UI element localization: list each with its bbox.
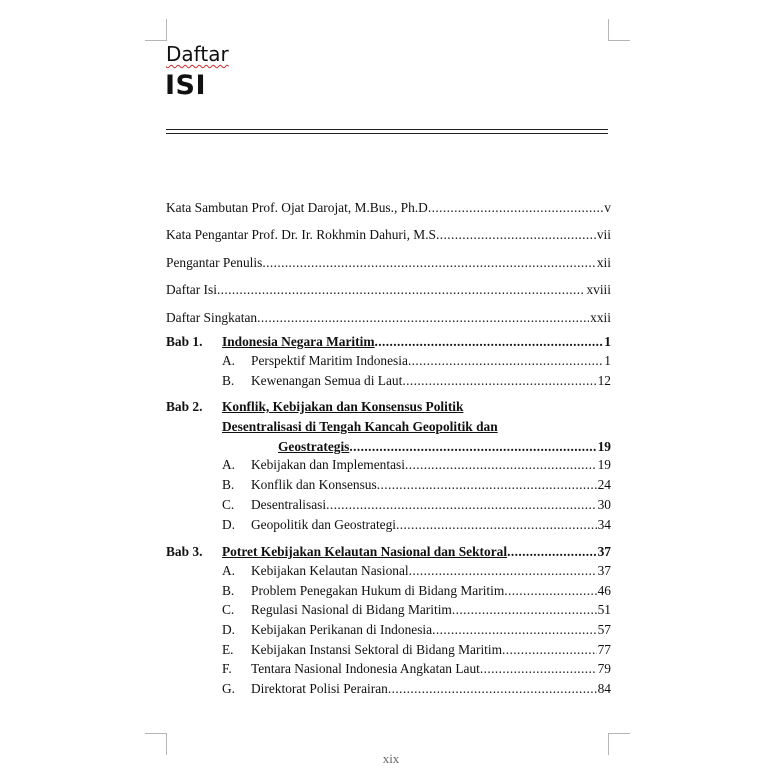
section-entry[interactable] <box>166 641 611 659</box>
crop-mark <box>145 733 167 734</box>
section-entry[interactable] <box>166 456 611 474</box>
chapter-page: 1 <box>604 334 611 349</box>
section-page: 24 <box>597 477 611 493</box>
section-page: 79 <box>597 661 611 677</box>
section-title: Geopolitik dan Geostrategi <box>251 516 397 532</box>
toc-entry-title: Daftar Isi <box>166 282 217 297</box>
chapter-label: Bab 3. <box>166 544 203 559</box>
dot-leader <box>257 309 589 327</box>
section-letter: C. <box>222 496 235 512</box>
chapter-label: Bab 1. <box>166 334 203 349</box>
section-title: Regulasi Nasional di Bidang Maritim <box>251 602 452 618</box>
toc-entry-title: Kata Pengantar Prof. Dr. Ir. Rokhmin Dahuri, M.S <box>166 227 437 242</box>
crop-mark <box>608 19 609 41</box>
section-entry[interactable] <box>166 476 611 494</box>
section-entry[interactable] <box>166 621 611 639</box>
chapter-title: Geostrategis <box>278 438 350 454</box>
section-letter: D. <box>222 516 236 532</box>
toc-entry-page: v <box>604 200 611 215</box>
dot-leader <box>405 456 597 474</box>
dot-leader <box>502 641 597 659</box>
chapter-page: 19 <box>597 438 611 454</box>
toc-entry-title: Daftar Singkatan <box>166 310 258 325</box>
section-entry[interactable] <box>166 562 611 580</box>
dot-leader <box>409 562 597 580</box>
chapter-page: 37 <box>597 544 611 559</box>
dot-leader <box>217 281 586 299</box>
section-entry[interactable] <box>166 601 611 619</box>
dot-leader <box>326 496 596 514</box>
chapter-entry[interactable] <box>166 333 611 351</box>
toc-entry[interactable] <box>166 254 611 272</box>
section-title: Kebijakan Perikanan di Indonesia <box>251 621 433 637</box>
section-title: Perspektif Maritim Indonesia <box>251 352 408 368</box>
section-letter: B. <box>222 372 235 388</box>
page-number: xix <box>382 751 400 766</box>
toc-entry-title: Pengantar Penulis <box>166 255 263 270</box>
section-title: Kebijakan Kelautan Nasional <box>251 562 409 578</box>
section-letter: B. <box>222 477 235 493</box>
section-letter: G. <box>222 681 236 696</box>
section-page: 34 <box>597 516 611 532</box>
section-page: 12 <box>597 372 611 388</box>
toc-entry-page: xxii <box>590 310 611 325</box>
dot-leader <box>436 226 596 244</box>
section-title: Konflik dan Konsensus <box>251 477 377 493</box>
dot-leader <box>375 333 604 351</box>
section-letter: B. <box>222 582 235 598</box>
toc-entry-page: xviii <box>586 282 611 297</box>
section-title: Kebijakan dan Implementasi <box>251 457 405 473</box>
section-title: Direktorat Polisi Perairan <box>251 681 388 696</box>
chapter-entry[interactable] <box>166 438 611 456</box>
section-letter: C. <box>222 602 235 618</box>
chapter-title: Potret Kebijakan Kelautan Nasional dan Sektoral <box>222 544 508 559</box>
section-entry[interactable] <box>166 372 611 390</box>
dot-leader <box>432 621 597 639</box>
section-page: 37 <box>597 562 611 578</box>
crop-mark <box>608 40 630 41</box>
double-rule-top <box>166 129 608 130</box>
toc-entry[interactable] <box>166 226 611 244</box>
toc-entry[interactable] <box>166 309 611 327</box>
chapter-title-line[interactable]: Konflik, Kebijakan dan Konsensus Politik <box>222 399 464 414</box>
section-entry[interactable] <box>166 516 611 534</box>
dot-leader <box>388 680 597 698</box>
section-page: 19 <box>597 457 611 473</box>
chapter-title: Indonesia Negara Maritim <box>222 334 375 349</box>
toc-entry-title: Kata Sambutan Prof. Ojat Darojat, M.Bus., Ph.D <box>166 200 428 215</box>
section-entry[interactable] <box>166 352 611 370</box>
dot-leader <box>262 254 596 272</box>
toc-entry[interactable] <box>166 281 611 299</box>
dot-leader <box>377 476 597 494</box>
toc-entry[interactable] <box>166 199 611 217</box>
chapter-title-line[interactable]: Desentralisasi di Tengah Kancah Geopolitik dan <box>222 418 498 434</box>
section-letter: A. <box>222 457 236 473</box>
dot-leader <box>408 352 603 370</box>
toc-entry-page: vii <box>596 227 611 242</box>
dot-leader <box>452 601 597 619</box>
section-entry[interactable] <box>166 660 611 678</box>
dot-leader <box>402 372 596 390</box>
section-letter: E. <box>222 641 234 657</box>
dot-leader <box>480 660 597 678</box>
section-entry[interactable] <box>166 496 611 514</box>
chapter-label: Bab 2. <box>166 399 203 414</box>
section-title: Desentralisasi <box>251 496 327 512</box>
crop-mark <box>145 40 167 41</box>
section-page: 30 <box>597 496 611 512</box>
section-entry[interactable] <box>166 582 611 600</box>
crop-mark <box>608 733 630 734</box>
section-page: 84 <box>597 681 611 696</box>
crop-mark <box>166 19 167 41</box>
dot-leader <box>428 199 603 217</box>
section-title: Tentara Nasional Indonesia Angkatan Laut <box>251 661 480 677</box>
section-page: 57 <box>597 621 611 637</box>
heading-daftar: Daftar <box>166 42 229 66</box>
section-page: 77 <box>597 641 611 657</box>
section-page: 51 <box>597 602 611 618</box>
chapter-label-row <box>166 398 611 416</box>
dot-leader <box>507 543 597 561</box>
section-title: Kewenangan Semua di Laut <box>251 372 403 388</box>
dot-leader <box>504 582 596 600</box>
double-rule-bottom <box>166 133 608 134</box>
section-title: Problem Penegakan Hukum di Bidang Maritim <box>251 582 505 598</box>
chapter-entry[interactable] <box>166 543 611 561</box>
section-page: 1 <box>604 352 611 368</box>
section-title: Kebijakan Instansi Sektoral di Bidang Maritim <box>251 641 503 657</box>
section-letter: F. <box>222 661 232 677</box>
section-entry[interactable] <box>166 680 611 698</box>
section-letter: D. <box>222 621 236 637</box>
toc-entry-page: xii <box>596 255 611 270</box>
section-letter: A. <box>222 352 236 368</box>
heading-isi: ISI <box>165 70 207 101</box>
dot-leader <box>396 516 597 534</box>
section-page: 46 <box>597 582 611 598</box>
section-letter: A. <box>222 562 236 578</box>
dot-leader <box>349 438 596 456</box>
